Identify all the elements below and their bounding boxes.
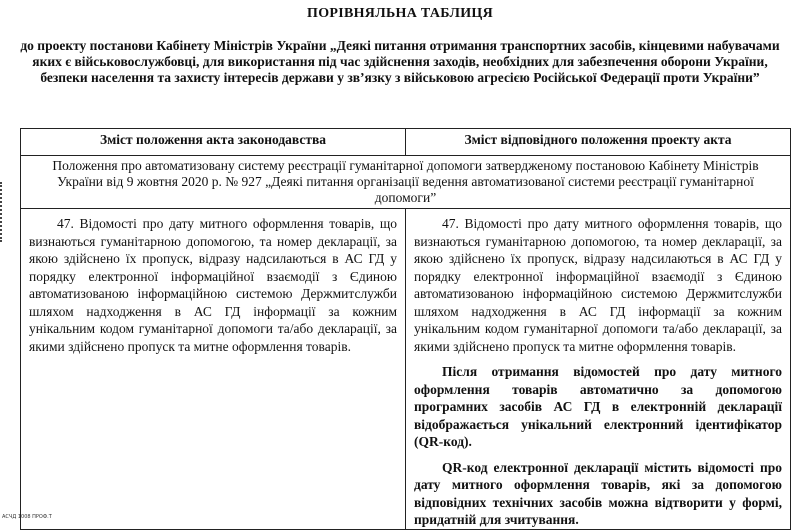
table-section-row: [21, 156, 791, 209]
left-cell: [21, 209, 406, 530]
footer-code: АСЧД 1008 ПРОФ.Т: [2, 514, 52, 520]
comparison-table: [20, 128, 791, 530]
table-header-row: [21, 129, 791, 156]
right-paragraph-3-new: QR-код електронної декларації містить відомості про дату митного оформлення товарів, які за допомогою відповідних технічних засобів можна відтворити у формі, придатній для зчитування.: [414, 459, 782, 527]
left-paragraph: 47. Відомості про дату митного оформлення товарів, що визнаються гуманітарною допомогою, та номер декларації, за якою здійснено їх пропуск, відразу надсилаються в АС ГД у порядку електронної інформаційної взаємодії з Єдиною автоматизованою інформаційною системою Держмитслужби шляхом надходження в АС ГД інформації за кожним унікальним кодом гуманітарної допомоги та/або декларації, за якими здійснено пропуск та митне оформлення товарів.: [29, 216, 397, 354]
header-current-law: Зміст положення акта законодавства: [21, 129, 406, 156]
document-subtitle: до проекту постанови Кабінету Міністрів України „Деякі питання отримання транспортних засобів, кінцевими набувачами яких є військовослужбовці, для використання під час здійснення заходів, необхідних для забезпечення оборони України, безпеки населення та захисту інтересів держави у зв’язку з військовою агресією Російської Федерації проти України”: [20, 38, 780, 85]
right-paragraph-1: 47. Відомості про дату митного оформлення товарів, що визнаються гуманітарною допомогою, та номер декларації, за якою здійснено їх пропуск, відразу надсилаються в АС ГД у порядку електронної інформаційної взаємодії з Єдиною автоматизованою інформаційною системою Держмитслужби шляхом надходження в АС ГД інформації за кожним унікальним кодом гуманітарної допомоги та/або декларації, за якими здійснено пропуск та митне оформлення товарів.: [414, 216, 782, 354]
margin-mark: [0, 182, 5, 242]
header-draft-act: Зміст відповідного положення проекту акта: [406, 129, 791, 156]
right-cell: [406, 209, 791, 530]
table-row: [21, 209, 791, 530]
section-title: Положення про автоматизовану систему реєстрації гуманітарної допомоги затвердженому постановою Кабінету Міністрів України від 9 жовтня 2020 р. № 927 „Деякі питання організації ведення автоматизованої системи реєстрації гуманітарної допомоги”: [21, 156, 791, 209]
document-title: ПОРІВНЯЛЬНА ТАБЛИЦЯ: [307, 6, 493, 21]
right-paragraph-2-new: Після отримання відомостей про дату митного оформлення товарів автоматично за допомогою програмних засобів АС ГД в електронній декларації відображається унікальний електронний ідентифікатор (QR-код).: [414, 364, 782, 449]
